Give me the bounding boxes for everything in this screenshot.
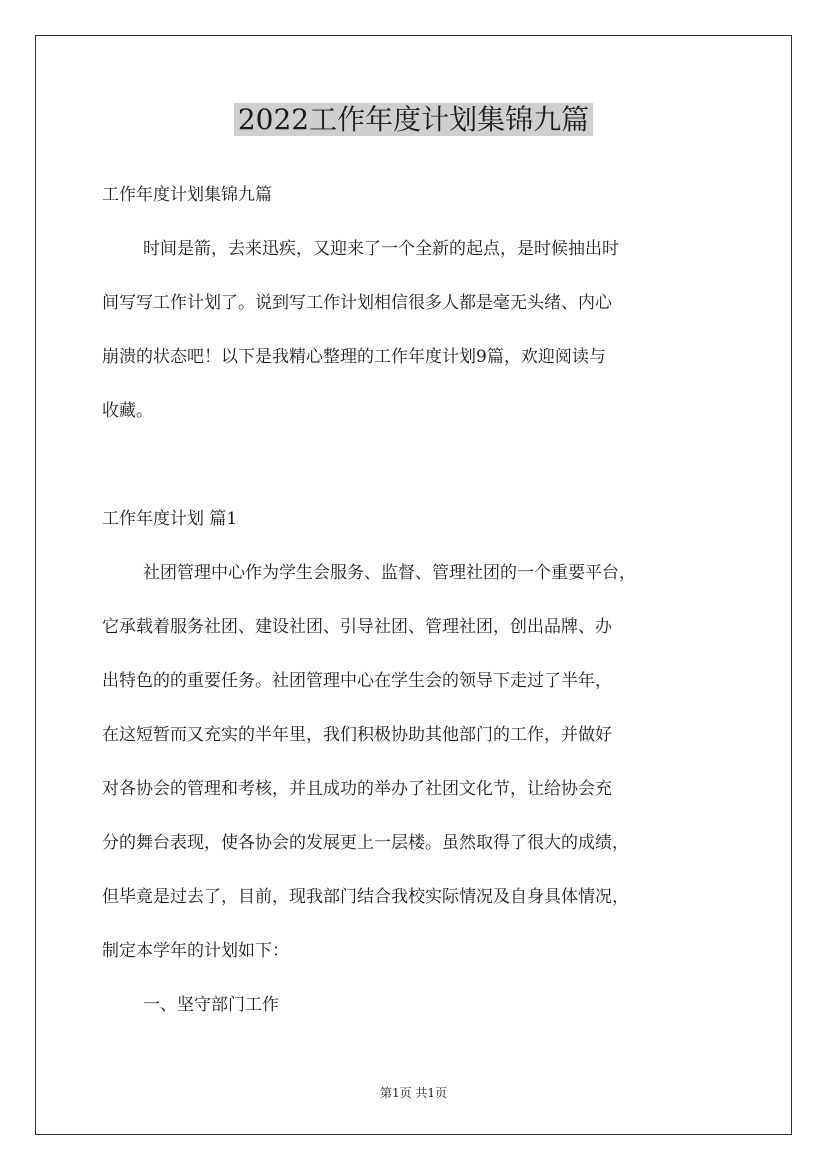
list-item: 一、坚守部门工作 <box>143 995 279 1015</box>
body-line-1: 社团管理中心作为学生会服务、监督、管理社团的一个重要平台， <box>143 563 636 583</box>
body-line-7: 但毕竟是过去了，目前，现我部门结合我校实际情况及自身具体情况， <box>102 887 629 907</box>
section-heading: 工作年度计划 篇1 <box>102 509 238 529</box>
body-line-6: 分的舞台表现，使各协会的发展更上一层楼。虽然取得了很大的成绩， <box>102 833 629 853</box>
intro-line-4: 收藏。 <box>102 401 153 421</box>
page-footer: 第1页 共1页 <box>379 1086 448 1100</box>
document-subtitle: 工作年度计划集锦九篇 <box>102 185 272 205</box>
body-line-5: 对各协会的管理和考核，并且成功的举办了社团文化节，让给协会充 <box>102 779 612 799</box>
body-line-4: 在这短暂而又充实的半年里，我们积极协助其他部门的工作，并做好 <box>102 725 612 745</box>
body-line-3: 出特色的的重要任务。社团管理中心在学生会的领导下走过了半年， <box>102 671 612 691</box>
body-line-8: 制定本学年的计划如下： <box>102 941 289 961</box>
document-title <box>0 100 827 140</box>
intro-line-3: 崩溃的状态吧！以下是我精心整理的工作年度计划9篇，欢迎阅读与 <box>102 347 606 367</box>
intro-line-2: 间写写工作计划了。说到写工作计划相信很多人都是毫无头绪、内心 <box>102 293 612 313</box>
body-line-2: 它承载着服务社团、建设社团、引导社团、管理社团，创出品牌、办 <box>102 617 612 637</box>
document-title-text: 2022工作年度计划集锦九篇 <box>234 103 593 136</box>
intro-line-1: 时间是箭，去来迅疾，又迎来了一个全新的起点，是时候抽出时 <box>143 239 619 259</box>
